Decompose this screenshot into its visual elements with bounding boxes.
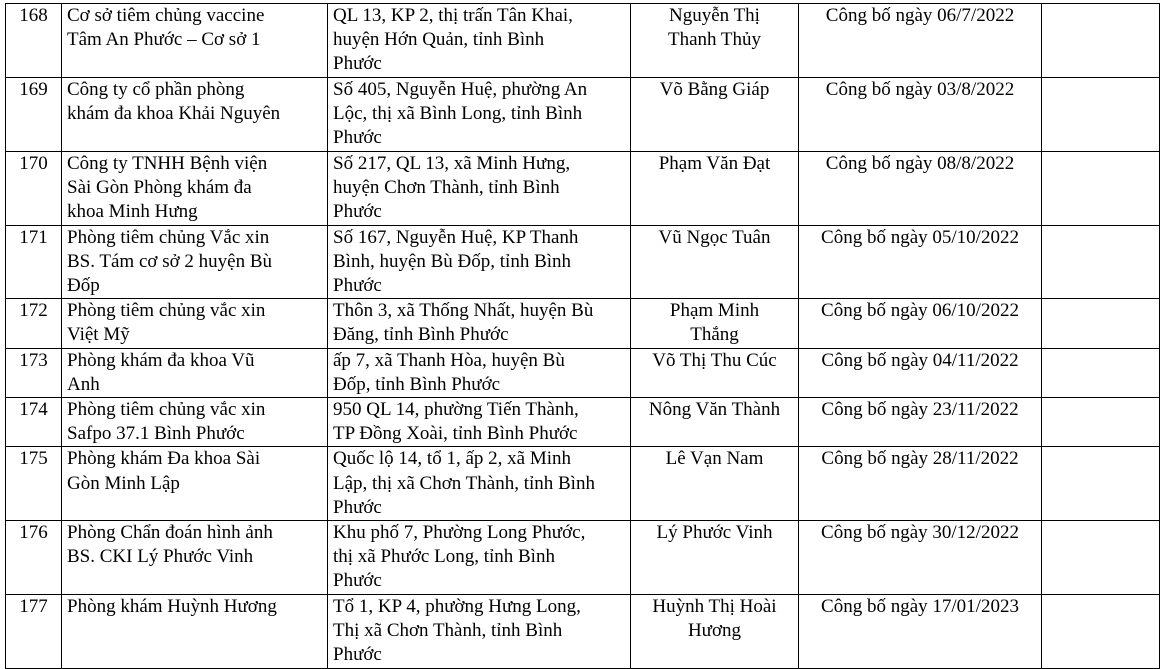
- person-line: Nông Văn Thành: [648, 399, 781, 421]
- address-line: Quốc lộ 14, tổ 1, ấp 2, xã Minh: [333, 448, 572, 470]
- person-line: Võ Bằng Giáp: [659, 79, 770, 100]
- announcement-date: Công bố ngày 05/10/2022: [799, 225, 1042, 299]
- note-cell: [1042, 521, 1160, 595]
- announcement-date: Công bố ngày 23/11/2022: [799, 398, 1042, 447]
- responsible-person: [631, 595, 799, 669]
- responsible-person: [631, 398, 799, 447]
- facility-name: [62, 348, 328, 397]
- facility-name: [62, 151, 328, 225]
- facility-name-line: Việt Mỹ: [67, 324, 130, 346]
- person-line: Nguyễn Thị: [669, 5, 760, 26]
- address-line: Phước: [333, 496, 382, 518]
- address-line: Số 405, Nguyễn Huệ, phường An: [333, 79, 588, 100]
- facility-name: [62, 4, 328, 78]
- announcement-date: Công bố ngày 28/11/2022: [799, 447, 1042, 521]
- table-row: [6, 225, 1160, 299]
- facility-name-line: Sài Gòn Phòng khám đa: [67, 176, 252, 198]
- facility-address: [328, 151, 631, 225]
- facility-name-line: BS. Tám cơ sở 2 huyện Bù: [67, 250, 272, 272]
- facility-name: [62, 398, 328, 447]
- facility-address: [328, 348, 631, 397]
- responsible-person: [631, 521, 799, 595]
- address-line: Tổ 1, KP 4, phường Hưng Long,: [333, 596, 581, 618]
- address-line: Số 217, QL 13, xã Minh Hưng,: [333, 152, 571, 174]
- facility-name-line: Phòng khám đa khoa Vũ: [67, 349, 255, 371]
- row-number: 171: [6, 225, 62, 299]
- facility-name-line: Công ty cổ phần phòng: [67, 79, 245, 100]
- table-row: [6, 348, 1160, 397]
- person-line: Hương: [687, 620, 742, 642]
- person-line: Thắng: [690, 324, 739, 346]
- responsible-person: [631, 78, 799, 152]
- facility-table: [5, 3, 1160, 669]
- facility-name: [62, 447, 328, 521]
- table-row: [6, 521, 1160, 595]
- facility-name-line: Phòng tiêm chủng vắc xin: [67, 399, 266, 421]
- table-row: [6, 398, 1160, 447]
- address-line: Phước: [333, 275, 382, 297]
- note-cell: [1042, 151, 1160, 225]
- announcement-date: Công bố ngày 04/11/2022: [799, 348, 1042, 397]
- facility-name: [62, 595, 328, 669]
- table-row: [6, 447, 1160, 521]
- responsible-person: [631, 348, 799, 397]
- facility-name: [62, 225, 328, 299]
- facility-name-line: Phòng khám Đa khoa Sài: [67, 448, 261, 470]
- announcement-date: Công bố ngày 03/8/2022: [799, 78, 1042, 152]
- responsible-person: [631, 225, 799, 299]
- person-line: Vũ Ngọc Tuân: [658, 226, 771, 248]
- note-cell: [1042, 348, 1160, 397]
- row-number: 170: [6, 151, 62, 225]
- note-cell: [1042, 595, 1160, 669]
- person-line: Lê Vạn Nam: [665, 448, 764, 470]
- address-line: Phước: [333, 570, 382, 592]
- facility-name-line: khoa Minh Hưng: [67, 201, 198, 223]
- table-row: [6, 4, 1160, 78]
- person-line: Võ Thị Thu Cúc: [652, 349, 777, 371]
- note-cell: [1042, 78, 1160, 152]
- address-line: Lộc, thị xã Bình Long, tỉnh Bình: [333, 103, 583, 125]
- table-row: [6, 151, 1160, 225]
- address-line: huyện Chơn Thành, tỉnh Bình: [333, 176, 560, 198]
- address-line: Phước: [333, 53, 382, 75]
- address-line: 950 QL 14, phường Tiến Thành,: [333, 399, 579, 421]
- table-body: [6, 4, 1160, 669]
- row-number: 173: [6, 348, 62, 397]
- address-line: Phước: [333, 201, 382, 223]
- facility-address: [328, 447, 631, 521]
- announcement-date: Công bố ngày 08/8/2022: [799, 151, 1042, 225]
- facility-name: [62, 299, 328, 348]
- note-cell: [1042, 225, 1160, 299]
- note-cell: [1042, 299, 1160, 348]
- responsible-person: [631, 299, 799, 348]
- address-line: Lập, thị xã Chơn Thành, tỉnh Bình: [333, 472, 595, 494]
- address-line: Phước: [333, 644, 382, 666]
- facility-name-line: khám đa khoa Khải Nguyên: [67, 103, 281, 125]
- facility-name-line: Phòng tiêm chủng Vắc xin: [67, 226, 270, 248]
- address-line: Số 167, Nguyễn Huệ, KP Thanh: [333, 226, 579, 248]
- facility-name-line: Anh: [67, 373, 100, 395]
- row-number: 172: [6, 299, 62, 348]
- facility-name-line: Phòng Chẩn đoán hình ảnh: [67, 522, 273, 544]
- address-line: Phước: [333, 127, 382, 149]
- facility-name-line: Phòng khám Huỳnh Hương: [67, 596, 277, 618]
- announcement-date: Công bố ngày 30/12/2022: [799, 521, 1042, 595]
- responsible-person: [631, 151, 799, 225]
- facility-address: [328, 398, 631, 447]
- facility-address: [328, 4, 631, 78]
- address-line: Đăng, tỉnh Bình Phước: [333, 324, 509, 346]
- responsible-person: [631, 4, 799, 78]
- facility-name: [62, 78, 328, 152]
- facility-name-line: Gòn Minh Lập: [67, 472, 180, 494]
- facility-name-line: Cơ sở tiêm chủng vaccine: [67, 5, 265, 26]
- person-line: Phạm Văn Đạt: [658, 152, 771, 174]
- announcement-date: Công bố ngày 06/7/2022: [799, 4, 1042, 78]
- person-line: Thanh Thủy: [667, 29, 762, 51]
- address-line: thị xã Phước Long, tỉnh Bình: [333, 546, 555, 568]
- note-cell: [1042, 398, 1160, 447]
- facility-name-line: BS. CKI Lý Phước Vinh: [67, 546, 254, 568]
- address-line: Khu phố 7, Phường Long Phước,: [333, 522, 586, 544]
- person-line: Huỳnh Thị Hoài: [652, 596, 777, 618]
- row-number: 174: [6, 398, 62, 447]
- table-row: [6, 595, 1160, 669]
- facility-address: [328, 521, 631, 595]
- facility-name-line: Công ty TNHH Bệnh viện: [67, 152, 268, 174]
- row-number: 175: [6, 447, 62, 521]
- address-line: Đốp, tỉnh Bình Phước: [333, 373, 501, 395]
- address-line: Thị xã Chơn Thành, tỉnh Bình: [333, 620, 563, 642]
- row-number: 169: [6, 78, 62, 152]
- address-line: ấp 7, xã Thanh Hòa, huyện Bù: [333, 349, 565, 371]
- table-row: [6, 78, 1160, 152]
- row-number: 177: [6, 595, 62, 669]
- announcement-date: Công bố ngày 17/01/2023: [799, 595, 1042, 669]
- announcement-date: Công bố ngày 06/10/2022: [799, 299, 1042, 348]
- facility-address: [328, 299, 631, 348]
- facility-name-line: Đốp: [67, 275, 100, 297]
- address-line: TP Đồng Xoài, tỉnh Bình Phước: [333, 423, 578, 445]
- row-number: 176: [6, 521, 62, 595]
- row-number: 168: [6, 4, 62, 78]
- person-line: Phạm Minh: [669, 300, 760, 322]
- facility-name: [62, 521, 328, 595]
- table-row: [6, 299, 1160, 348]
- address-line: huyện Hớn Quản, tỉnh Bình: [333, 29, 545, 51]
- facility-address: [328, 78, 631, 152]
- note-cell: [1042, 447, 1160, 521]
- facility-name-line: Phòng tiêm chủng vắc xin: [67, 300, 266, 322]
- facility-name-line: Tâm An Phước – Cơ sở 1: [67, 29, 261, 51]
- facility-name-line: Safpo 37.1 Bình Phước: [67, 423, 245, 445]
- address-line: Bình, huyện Bù Đốp, tỉnh Bình: [333, 250, 572, 272]
- person-line: Lý Phước Vinh: [656, 522, 773, 544]
- facility-address: [328, 225, 631, 299]
- address-line: Thôn 3, xã Thống Nhất, huyện Bù: [333, 300, 594, 322]
- address-line: QL 13, KP 2, thị trấn Tân Khai,: [333, 5, 573, 26]
- facility-address: [328, 595, 631, 669]
- note-cell: [1042, 4, 1160, 78]
- responsible-person: [631, 447, 799, 521]
